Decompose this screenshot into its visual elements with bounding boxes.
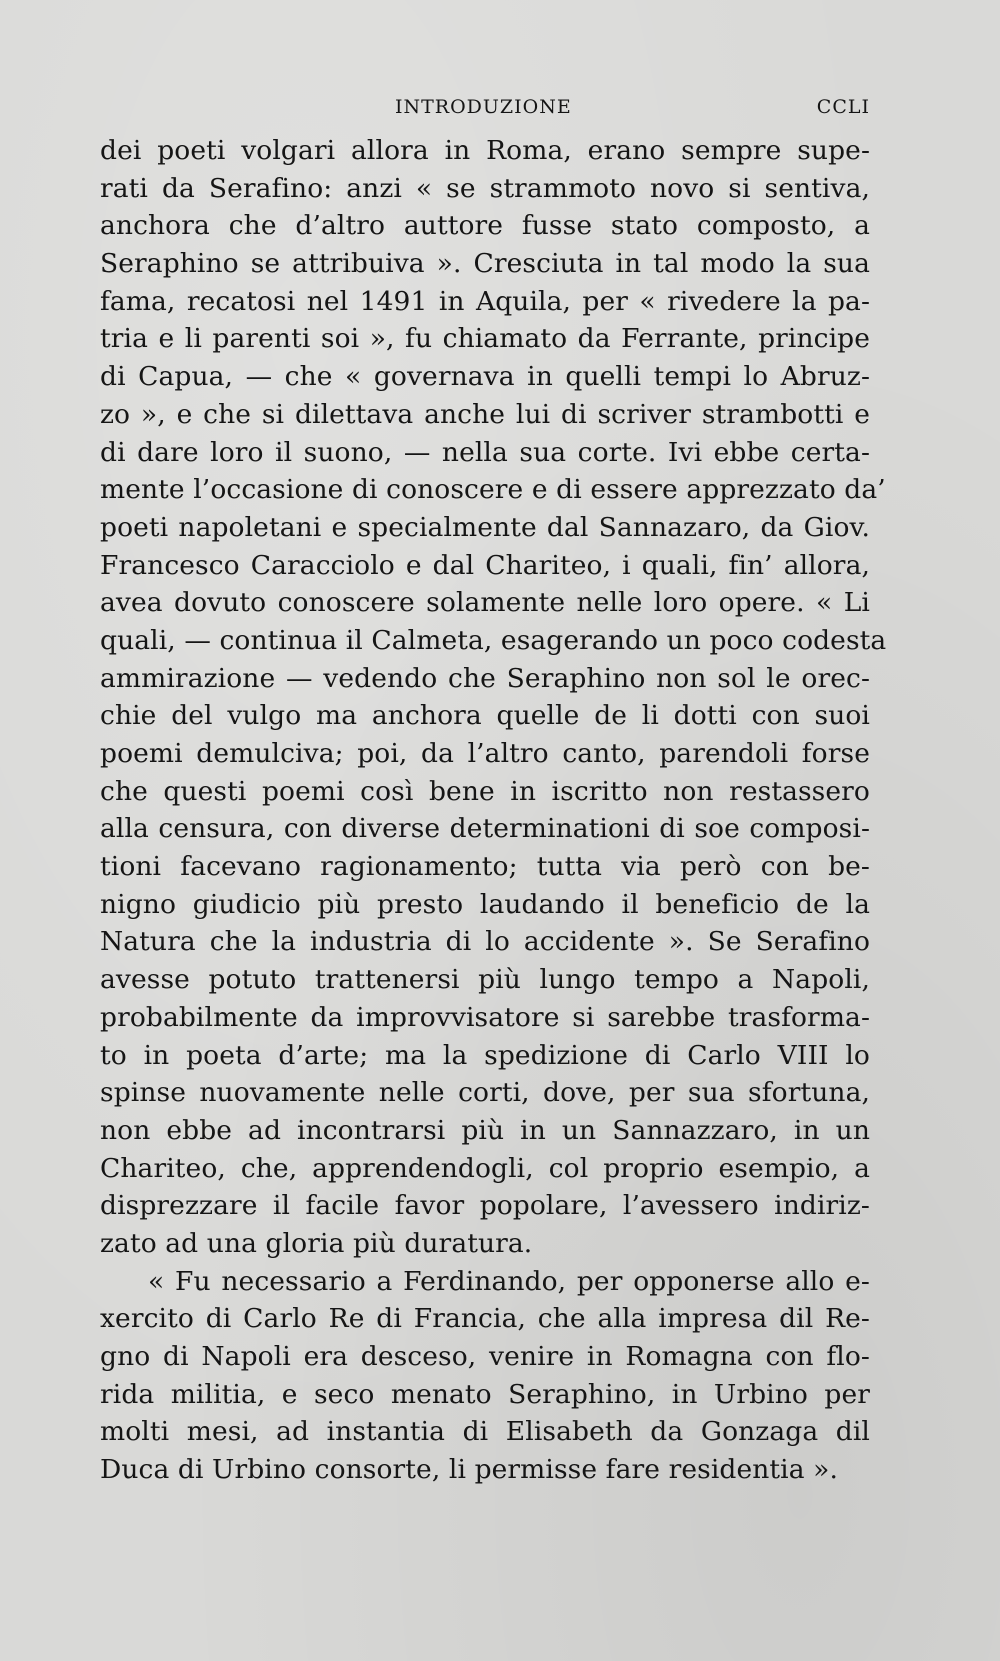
paragraph-last-line: Duca di Urbino consorte, li permisse fare residentia ».	[100, 1454, 838, 1486]
text-line: fama, recatosi nel 1491 in Aquila, per « rivedere la pa-	[100, 285, 870, 317]
page-number: CCLI	[816, 96, 870, 118]
text-line: molti mesi, ad instantia di Elisabeth da Gonzaga dil	[100, 1416, 870, 1448]
text-line: di Capua, — che « governava in quelli tempi lo Abruz-	[100, 361, 870, 393]
running-head	[100, 96, 870, 126]
text-line: poemi demulciva; poi, da l’altro canto, parendoli forse	[100, 738, 870, 769]
text-line: rati da Serafino: anzi « se strammoto novo si sentiva,	[100, 172, 870, 204]
text-line: ammirazione — vedendo che Seraphino non sol le orec-	[100, 662, 870, 694]
text-line: dei poeti volgari allora in Roma, erano sempre supe-	[100, 135, 870, 166]
text-line: che questi poemi così bene in iscritto non restassero	[100, 775, 870, 807]
text-line: zo », e che si dilettava anche lui di scriver strambotti e	[100, 398, 870, 430]
text-line: mente l’occasione di conoscere e di essere apprezzato da’	[100, 474, 886, 506]
text-line: spinse nuovamente nelle corti, dove, per sua sfortuna,	[100, 1077, 870, 1109]
text-line: poeti napoletani e specialmente dal Sannazaro, da Giov.	[100, 511, 870, 543]
paragraph-first-line: « Fu necessario a Ferdinando, per opponerse allo e-	[148, 1265, 870, 1297]
text-line: non ebbe ad incontrarsi più in un Sannazzaro, in un	[100, 1114, 870, 1146]
text-line: avesse potuto trattenersi più lungo tempo a Napoli,	[100, 964, 870, 996]
text-line: to in poeta d’arte; ma la spedizione di Carlo VIII lo	[100, 1039, 870, 1071]
text-line: Seraphino se attribuiva ». Cresciuta in tal modo la sua	[100, 248, 870, 280]
text-line: Natura che la industria di lo accidente ». Se Serafino	[100, 926, 870, 958]
text-line: probabilmente da improvvisatore si sarebbe trasforma-	[100, 1001, 870, 1033]
text-line: quali, — continua il Calmeta, esagerando un poco codesta	[100, 624, 887, 656]
text-line: avea dovuto conoscere solamente nelle loro opere. « Li	[100, 587, 870, 619]
body-text	[100, 132, 887, 1489]
running-head-title: INTRODUZIONE	[395, 96, 572, 118]
text-line: gno di Napoli era desceso, venire in Romagna con flo-	[100, 1341, 870, 1372]
text-line: tioni facevano ragionamento; tutta via però con be-	[100, 851, 870, 883]
text-line: di dare loro il suono, — nella sua corte. Ivi ebbe certa-	[100, 436, 870, 468]
text-line: xercito di Carlo Re di Francia, che alla impresa dil Re-	[100, 1303, 870, 1335]
text-line: nigno giudicio più presto laudando il beneficio de la	[100, 888, 870, 920]
text-line: chie del vulgo ma anchora quelle de li dotti con suoi	[100, 700, 870, 732]
text-line: anchora che d’altro auttore fusse stato composto, a	[100, 210, 870, 242]
text-line: rida militia, e seco menato Seraphino, in Urbino per	[100, 1378, 870, 1410]
text-line: tria e li parenti soi », fu chiamato da Ferrante, principe	[100, 323, 870, 355]
text-line: disprezzare il facile favor popolare, l’avessero indiriz-	[100, 1190, 870, 1222]
text-line: alla censura, con diverse determinationi di soe composi-	[100, 813, 870, 845]
paragraph-last-line: zato ad una gloria più duratura.	[100, 1227, 533, 1259]
text-line: Chariteo, che, apprendendogli, col proprio esempio, a	[100, 1152, 870, 1184]
text-line: Francesco Caracciolo e dal Chariteo, i quali, fin’ allora,	[100, 549, 870, 581]
